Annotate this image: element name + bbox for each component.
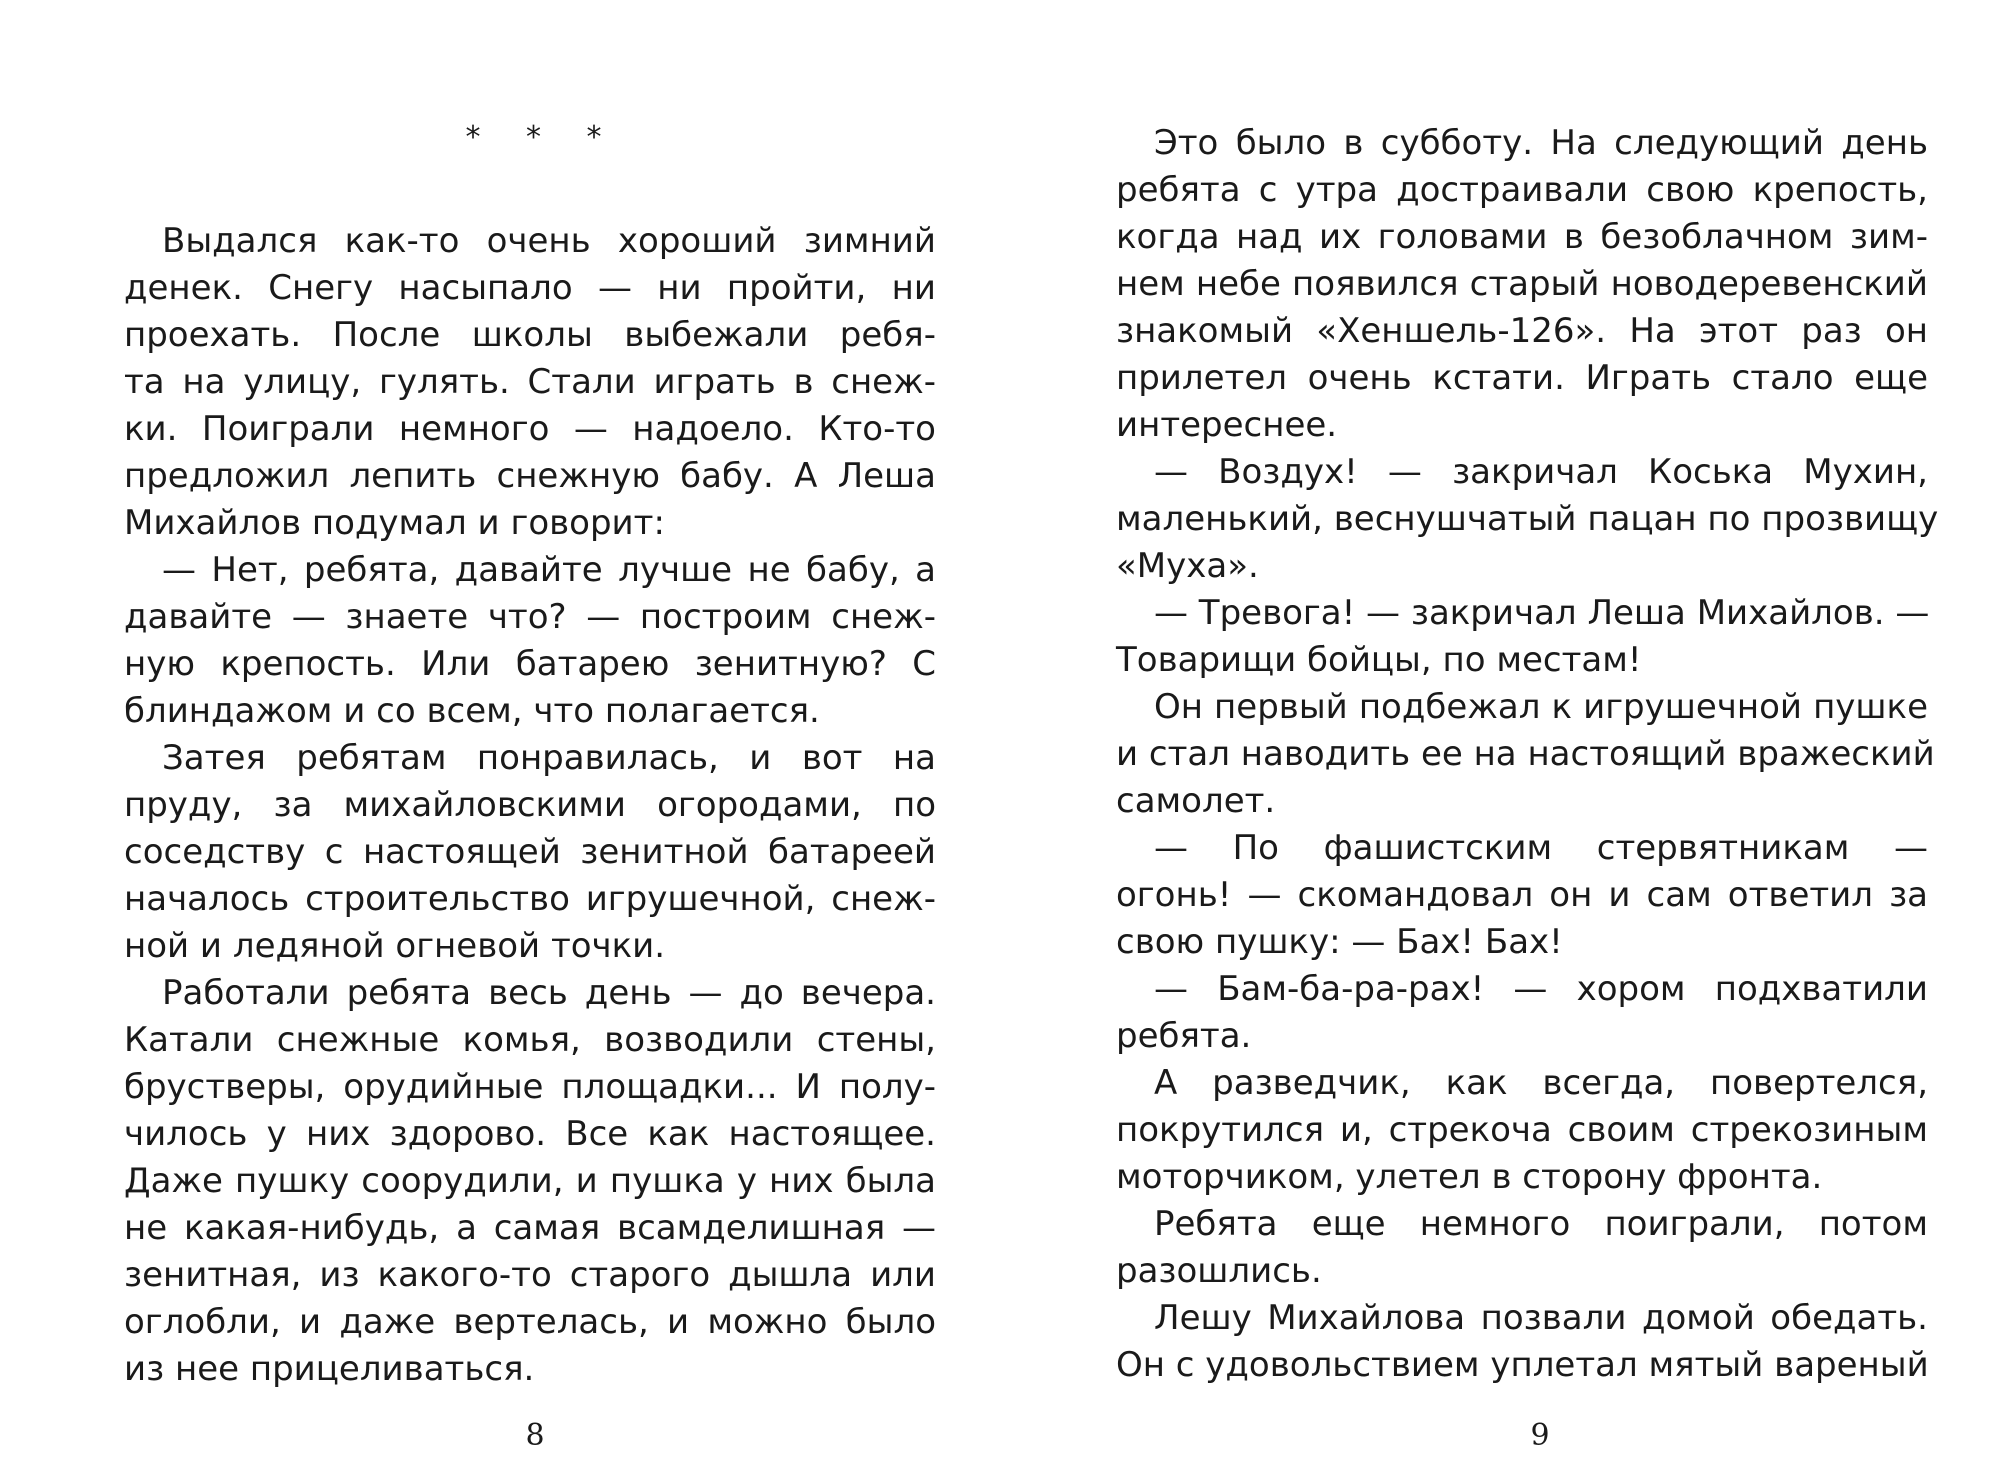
text-line: интереснее. (1116, 405, 1338, 445)
text-line: нем небе появился старый новодеревенский (1116, 264, 1928, 304)
text-line: ную крепость. Или батарею зенитную? С (124, 644, 936, 684)
text-line: из нее прицеливаться. (124, 1349, 535, 1389)
text-line: — Нет, ребята, давайте лучше не бабу, а (162, 550, 936, 590)
text-line: Он с удовольствием уплетал мятый вареный (1116, 1345, 1929, 1385)
text-line: «Муха». (1116, 546, 1259, 586)
text-line: Затея ребятам понравилась, и вот на (162, 738, 936, 778)
text-line: оглобли, и даже вертелась, и можно было (124, 1302, 936, 1342)
text-line: ной и ледяной огневой точки. (124, 926, 666, 966)
text-line: свою пушку: — Бах! Бах! (1116, 922, 1563, 962)
text-line: зенитная, из какого-то старого дышла или (124, 1255, 936, 1295)
text-line: та на улицу, гулять. Стали играть в снеж- (124, 362, 936, 402)
text-line: не какая-нибудь, а самая всамделишная — (124, 1208, 936, 1248)
text-line: проехать. После школы выбежали ребя- (124, 315, 936, 355)
text-line: ки. Поиграли немного — надоело. Кто-то (124, 409, 936, 449)
text-line: Лешу Михайлова позвали домой обедать. (1154, 1298, 1928, 1338)
text-line: Он первый подбежал к игрушечной пушке (1154, 687, 1928, 727)
text-line: Катали снежные комья, возводили стены, (124, 1020, 936, 1060)
text-line: ребята с утра достраивали свою крепость, (1116, 170, 1928, 210)
text-line: Ребята еще немного поиграли, потом (1154, 1204, 1928, 1244)
text-line: маленький, веснушчатый пацан по прозвищу (1116, 499, 1939, 539)
text-line: давайте — знаете что? — построим снеж- (124, 597, 936, 637)
text-line: моторчиком, улетел в сторону фронта. (1116, 1157, 1823, 1197)
text-line: пруду, за михайловскими огородами, по (124, 785, 936, 825)
text-line: А разведчик, как всегда, повертелся, (1154, 1063, 1928, 1103)
text-line: ребята. (1116, 1016, 1252, 1056)
text-line: — По фашистским стервятникам — (1154, 828, 1928, 868)
text-line: соседству с настоящей зенитной батареей (124, 832, 936, 872)
text-line: блиндажом и со всем, что полагается. (124, 691, 820, 731)
text-line: разошлись. (1116, 1251, 1322, 1291)
text-line: брустверы, орудийные площадки... И полу- (124, 1067, 936, 1107)
text-line: чилось у них здорово. Все как настоящее. (124, 1114, 936, 1154)
text-line: огонь! — скомандовал он и сам ответил за (1116, 875, 1928, 915)
text-line: прилетел очень кстати. Играть стало еще (1116, 358, 1928, 398)
text-line: Товарищи бойцы, по местам! (1116, 640, 1642, 680)
text-line: — Тревога! — закричал Леша Михайлов. — (1154, 593, 1930, 633)
text-line: и стал наводить ее на настоящий вражеский (1116, 734, 1935, 774)
page-number-left: 8 (525, 1418, 545, 1453)
text-line: предложил лепить снежную бабу. А Леша (124, 456, 936, 496)
right-text-column (1116, 120, 1939, 1389)
text-line: когда над их головами в безоблачном зим- (1116, 217, 1928, 257)
section-separator: * * * (465, 120, 620, 155)
text-line: денек. Снегу насыпало — ни пройти, ни (124, 268, 936, 308)
text-line: Это было в субботу. На следующий день (1154, 123, 1928, 163)
text-line: самолет. (1116, 781, 1276, 821)
text-line: покрутился и, стрекоча своим стрекозиным (1116, 1110, 1928, 1150)
left-text-column (124, 218, 936, 1393)
page-number-right: 9 (1530, 1418, 1550, 1453)
text-line: — Бам-ба-ра-рах! — хором подхватили (1154, 969, 1928, 1009)
text-line: Работали ребята весь день — до вечера. (162, 973, 936, 1013)
text-line: началось строительство игрушечной, снеж- (124, 879, 936, 919)
text-line: Михайлов подумал и говорит: (124, 503, 665, 543)
text-line: Выдался как-то очень хороший зимний (162, 221, 936, 261)
text-line: знакомый «Хеншель-126». На этот раз он (1116, 311, 1928, 351)
right-page (1000, 0, 2000, 1462)
text-line: — Воздух! — закричал Коська Мухин, (1154, 452, 1928, 492)
text-line: Даже пушку соорудили, и пушка у них была (124, 1161, 936, 1201)
